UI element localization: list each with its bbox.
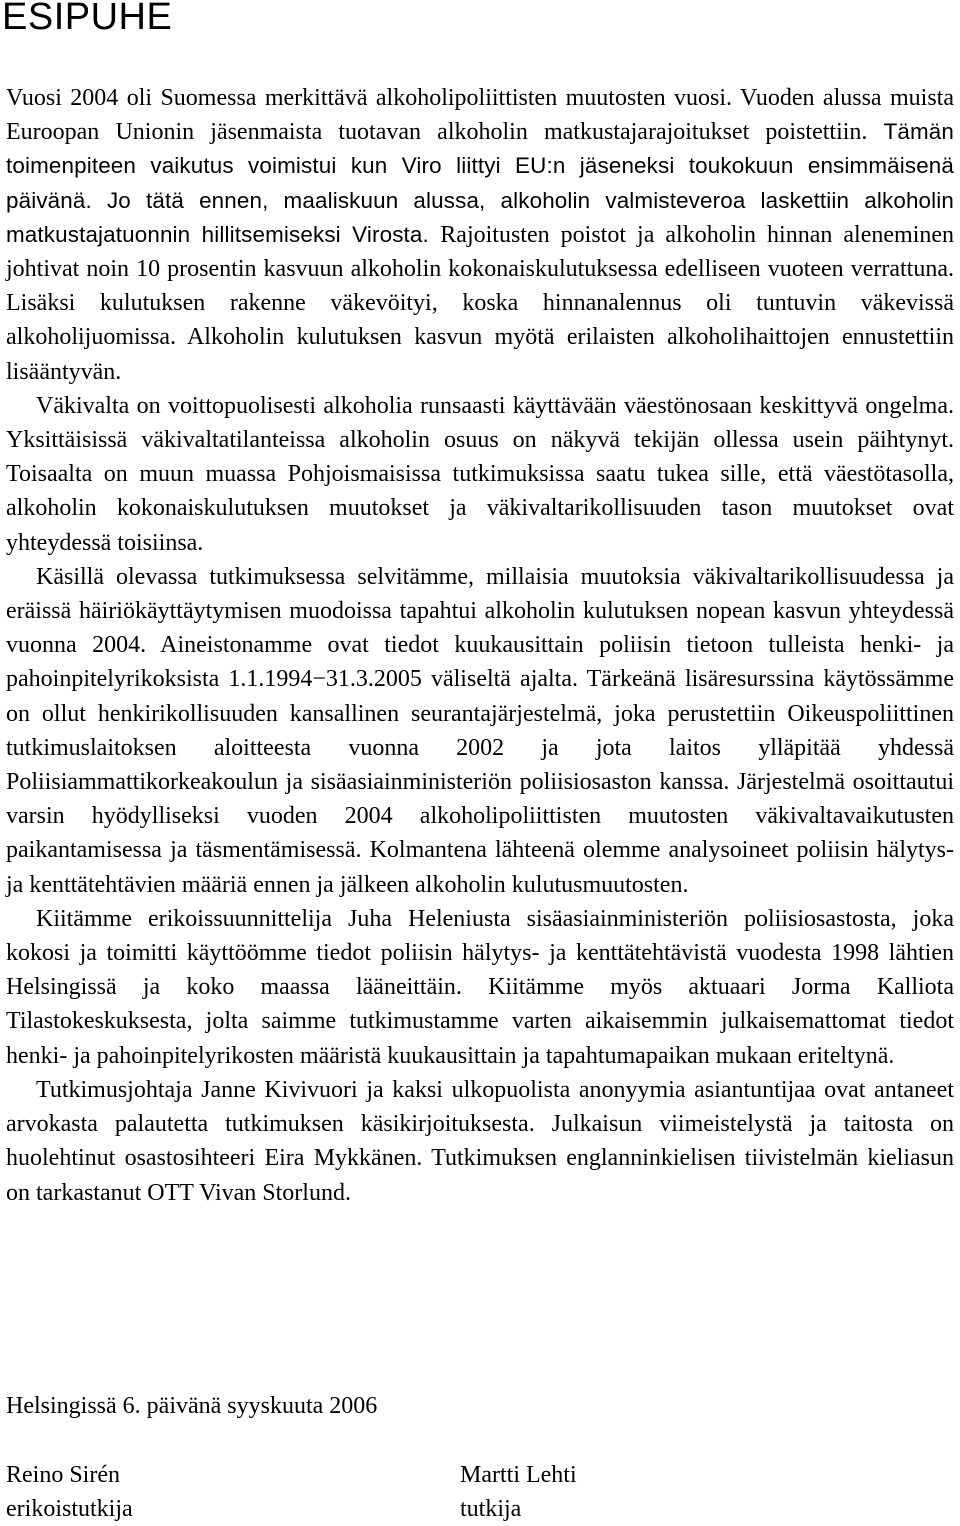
- signature-name: Reino Sirén: [6, 1462, 120, 1488]
- place-and-date: Helsingissä 6. päivänä syyskuuta 2006: [6, 1393, 378, 1419]
- signature-block-2: [460, 1458, 577, 1526]
- signature-role: erikoistutkija: [6, 1496, 133, 1522]
- paragraph-2: Väkivalta on voittopuolisesti alkoholia runsaasti käyttävään väestönosaan keskittyvä ongelma. Yksittäisissä väkivaltatilanteissa alkoholin osuus on näkyvä tekijän ollessa usein päihtynyt. Toisaalta on muun muassa Pohjoismaisissa tutkimuksissa saatu tukea sille, että väestötasolla, alkoholin kokonaiskulutuksen muutokset ja väkivaltarikollisuuden tason muutokset ovat yhteydessä toisiinsa.: [6, 392, 954, 556]
- signature-block-1: [6, 1458, 133, 1526]
- paragraph-3: Käsillä olevassa tutkimuksessa selvitämme, millaisia muutoksia väkivaltarikollisuudessa ja eräissä häiriökäyttäytymisen muodoissa tapahtui alkoholin kulutuksen nopean kasvun yhteydessä vuonna 2004. Aineistonamme ovat tiedot kuukausittain poliisin tietoon tulleista henki- ja pahoinpitelyrikoksista 1.1.1994−31.3.2005 väliseltä ajalta. Tärkeänä lisäresurssina käytössämme on ollut henkirikollisuuden kansallinen seurantajärjestelmä, joka perustettiin Oikeuspoliittinen tutkimuslaitoksen aloitteesta vuonna 2002 ja jota laitos ylläpitää yhdessä Poliisiammattikorkeakoulun ja sisäasiainministeriön poliisiosaston kanssa. Järjestelmä osoittautui varsin hyödylliseksi vuoden 2004 alkoholipoliittisten muutosten väkivaltavaikutusten paikantamisessa ja täsmentämisessä. Kolmantena lähteenä olemme analysoineet poliisin hälytys- ja kenttätehtävien määriä ennen ja jälkeen alkoholin kulutusmuutosten.: [6, 563, 954, 898]
- paragraph-1: [6, 81, 954, 389]
- page-title: ESIPUHE: [2, 0, 173, 38]
- paragraph-4: Kiitämme erikoissuunnittelija Juha Heleniusta sisäasiainministeriön poliisiosastosta, joka kokosi ja toimitti käyttöömme tiedot poliisin hälytys- ja kenttätehtävistä vuodesta 1998 lähtien Helsingissä ja koko maassa lääneittäin. Kiitämme myös aktuaari Jorma Kalliota Tilastokeskuksesta, jolta saimme tutkimustamme varten aikaisemmin julkaisemattomat tiedot henki- ja pahoinpitelyrikosten määristä kuukausittain ja tapahtumapaikan mukaan eriteltynä.: [6, 905, 954, 1069]
- paragraph-1-part-3: Rajoitusten poistot ja alkoholin hinnan aleneminen johtivat noin 10 prosentin kasvuun alkoholin kokonaiskulutuksessa edelliseen vuoteen verrattuna. Lisäksi kulutuksen rakenne väkevöityi, koska hinnanalennus oli tuntuvin väkevissä alkoholijuomissa. Alkoholin kulutuksen kasvun myötä erilaisten alkoholihaittojen ennustettiin lisääntyvän.: [6, 221, 955, 385]
- paragraph-1-part-2: Tämän toimenpiteen vaikutus voimistui kun Viro liittyi EU:n jäseneksi toukokuun ensimmäisenä päivänä. Jo tätä ennen, maaliskuun alussa, alkoholin valmisteveroa laskettiin alkoholin matkustajatuonnin hillitsemiseksi Virosta.: [6, 119, 954, 247]
- paragraph-1-part-1: Vuosi 2004 oli Suomessa merkittävä alkoholipoliittisten muutosten vuosi. Vuoden alussa muista Euroopan Unionin jäsenmaista tuotavan alkoholin matkustajarajoitukset poistettiin.: [6, 85, 954, 146]
- body-text: [6, 81, 954, 1210]
- paragraph-5: Tutkimusjohtaja Janne Kivivuori ja kaksi ulkopuolista anonyymia asiantuntijaa ovat antaneet arvokasta palautetta tutkimuksen käsikirjoituksesta. Julkaisun viimeistelystä ja taitosta on huolehtinut osastosihteeri Eira Mykkänen. Tutkimuksen englanninkielisen tiivistelmän kieliasun on tarkastanut OTT Vivan Storlund.: [6, 1076, 954, 1206]
- signature-role: tutkija: [460, 1496, 522, 1522]
- signature-name: Martti Lehti: [460, 1462, 577, 1488]
